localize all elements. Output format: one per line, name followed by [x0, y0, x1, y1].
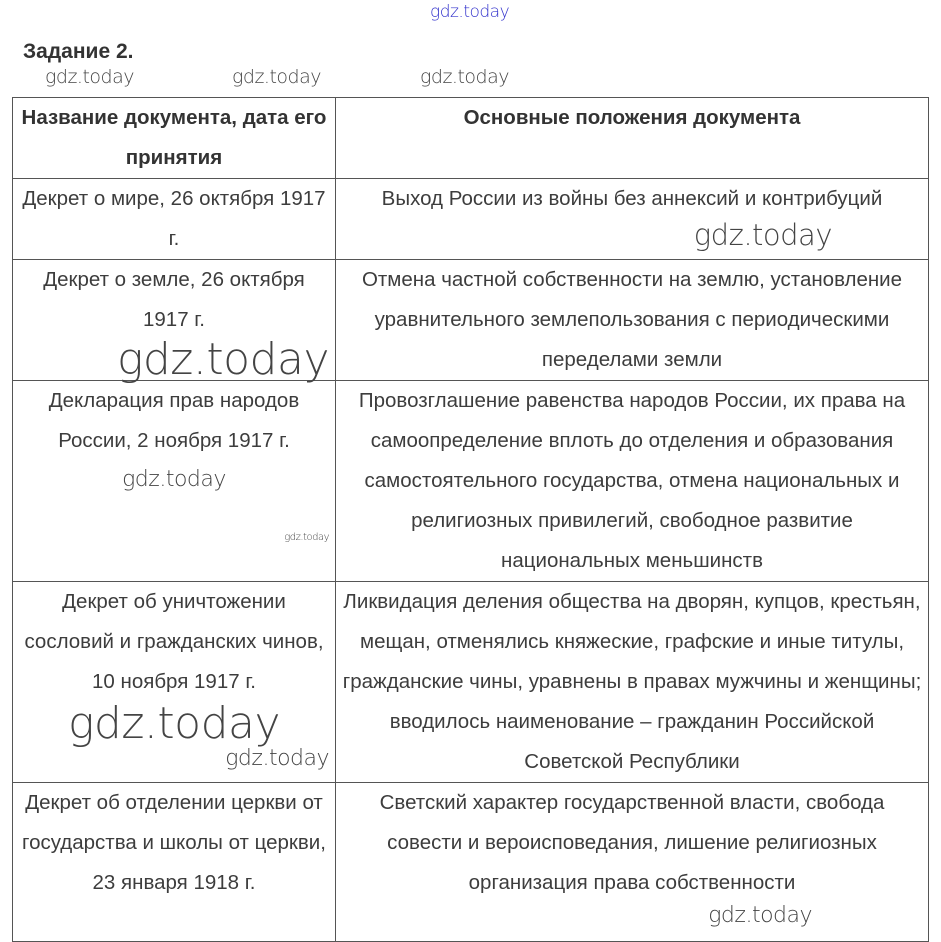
document-name: Декрет об уничтожении сословий и гражданских чинов, 10 ноября 1917 г.	[24, 590, 324, 693]
document-content-cell	[336, 179, 929, 260]
document-name: Декрет об отделении церкви от государства и школы от церкви, 23 января 1918 г.	[22, 791, 326, 894]
table-row	[13, 179, 929, 260]
document-content-cell	[336, 582, 929, 783]
watermark: gdz.today	[420, 66, 509, 88]
document-name-cell	[13, 179, 336, 260]
document-name: Декрет о мире, 26 октября 1917 г.	[22, 187, 326, 250]
table-row	[13, 783, 929, 942]
watermark: gdz.today	[708, 903, 812, 928]
watermark: gdz.today	[693, 218, 832, 252]
watermark: gdz.today	[116, 334, 329, 385]
watermark: gdz.today	[225, 746, 329, 771]
task-title: Задание 2.	[23, 40, 134, 63]
document-name: Декларация прав народов России, 2 ноября 1917 г.	[48, 389, 300, 452]
document-name-cell	[13, 783, 336, 942]
watermark: gdz.today	[122, 467, 226, 492]
column-header-name: Название документа, дата его принятия	[13, 98, 336, 179]
watermark: gdz.today	[67, 698, 281, 749]
document-name-cell	[13, 582, 336, 783]
document-content: Выход России из войны без аннексий и контрибуций	[381, 187, 883, 210]
watermark: gdz.today	[232, 66, 321, 88]
documents-table	[12, 97, 929, 942]
document-name-cell	[13, 260, 336, 385]
document-name: Декрет о земле, 26 октября 1917 г.	[43, 268, 305, 331]
watermark: gdz.today	[284, 532, 329, 544]
column-header-content: Основные положения документа	[336, 98, 929, 179]
table-header-row	[13, 98, 929, 179]
document-content-cell	[336, 260, 929, 381]
document-content: Провозглашение равенства народов России, их права на самоопределение вплоть до отделения и образования самостоятельного государства, отмена национальных и религиозных привилегий, свободное развитие национальных меньшинств	[358, 389, 906, 572]
document-content: Светский характер государственной власти, свобода совести и вероисповедания, лишение религиозных организация права собственности	[379, 791, 885, 894]
watermark: gdz.today	[430, 2, 510, 22]
document-content: Ликвидация деления общества на дворян, купцов, крестьян, мещан, отменялись княжеские, графские и иные титулы, гражданские чины, уравнены в правах мужчины и женщины; вводилось наименование – гражданин Российской Советской Республики	[342, 590, 922, 773]
document-content-cell	[336, 783, 929, 942]
document-name-cell	[13, 381, 336, 582]
table-row	[13, 260, 929, 381]
document-content: Отмена частной собственности на землю, установление уравнительного землепользования с периодическими переделами земли	[361, 268, 903, 371]
table-row	[13, 381, 929, 582]
document-content-cell	[336, 381, 929, 582]
table-row	[13, 582, 929, 783]
watermark: gdz.today	[45, 66, 134, 88]
